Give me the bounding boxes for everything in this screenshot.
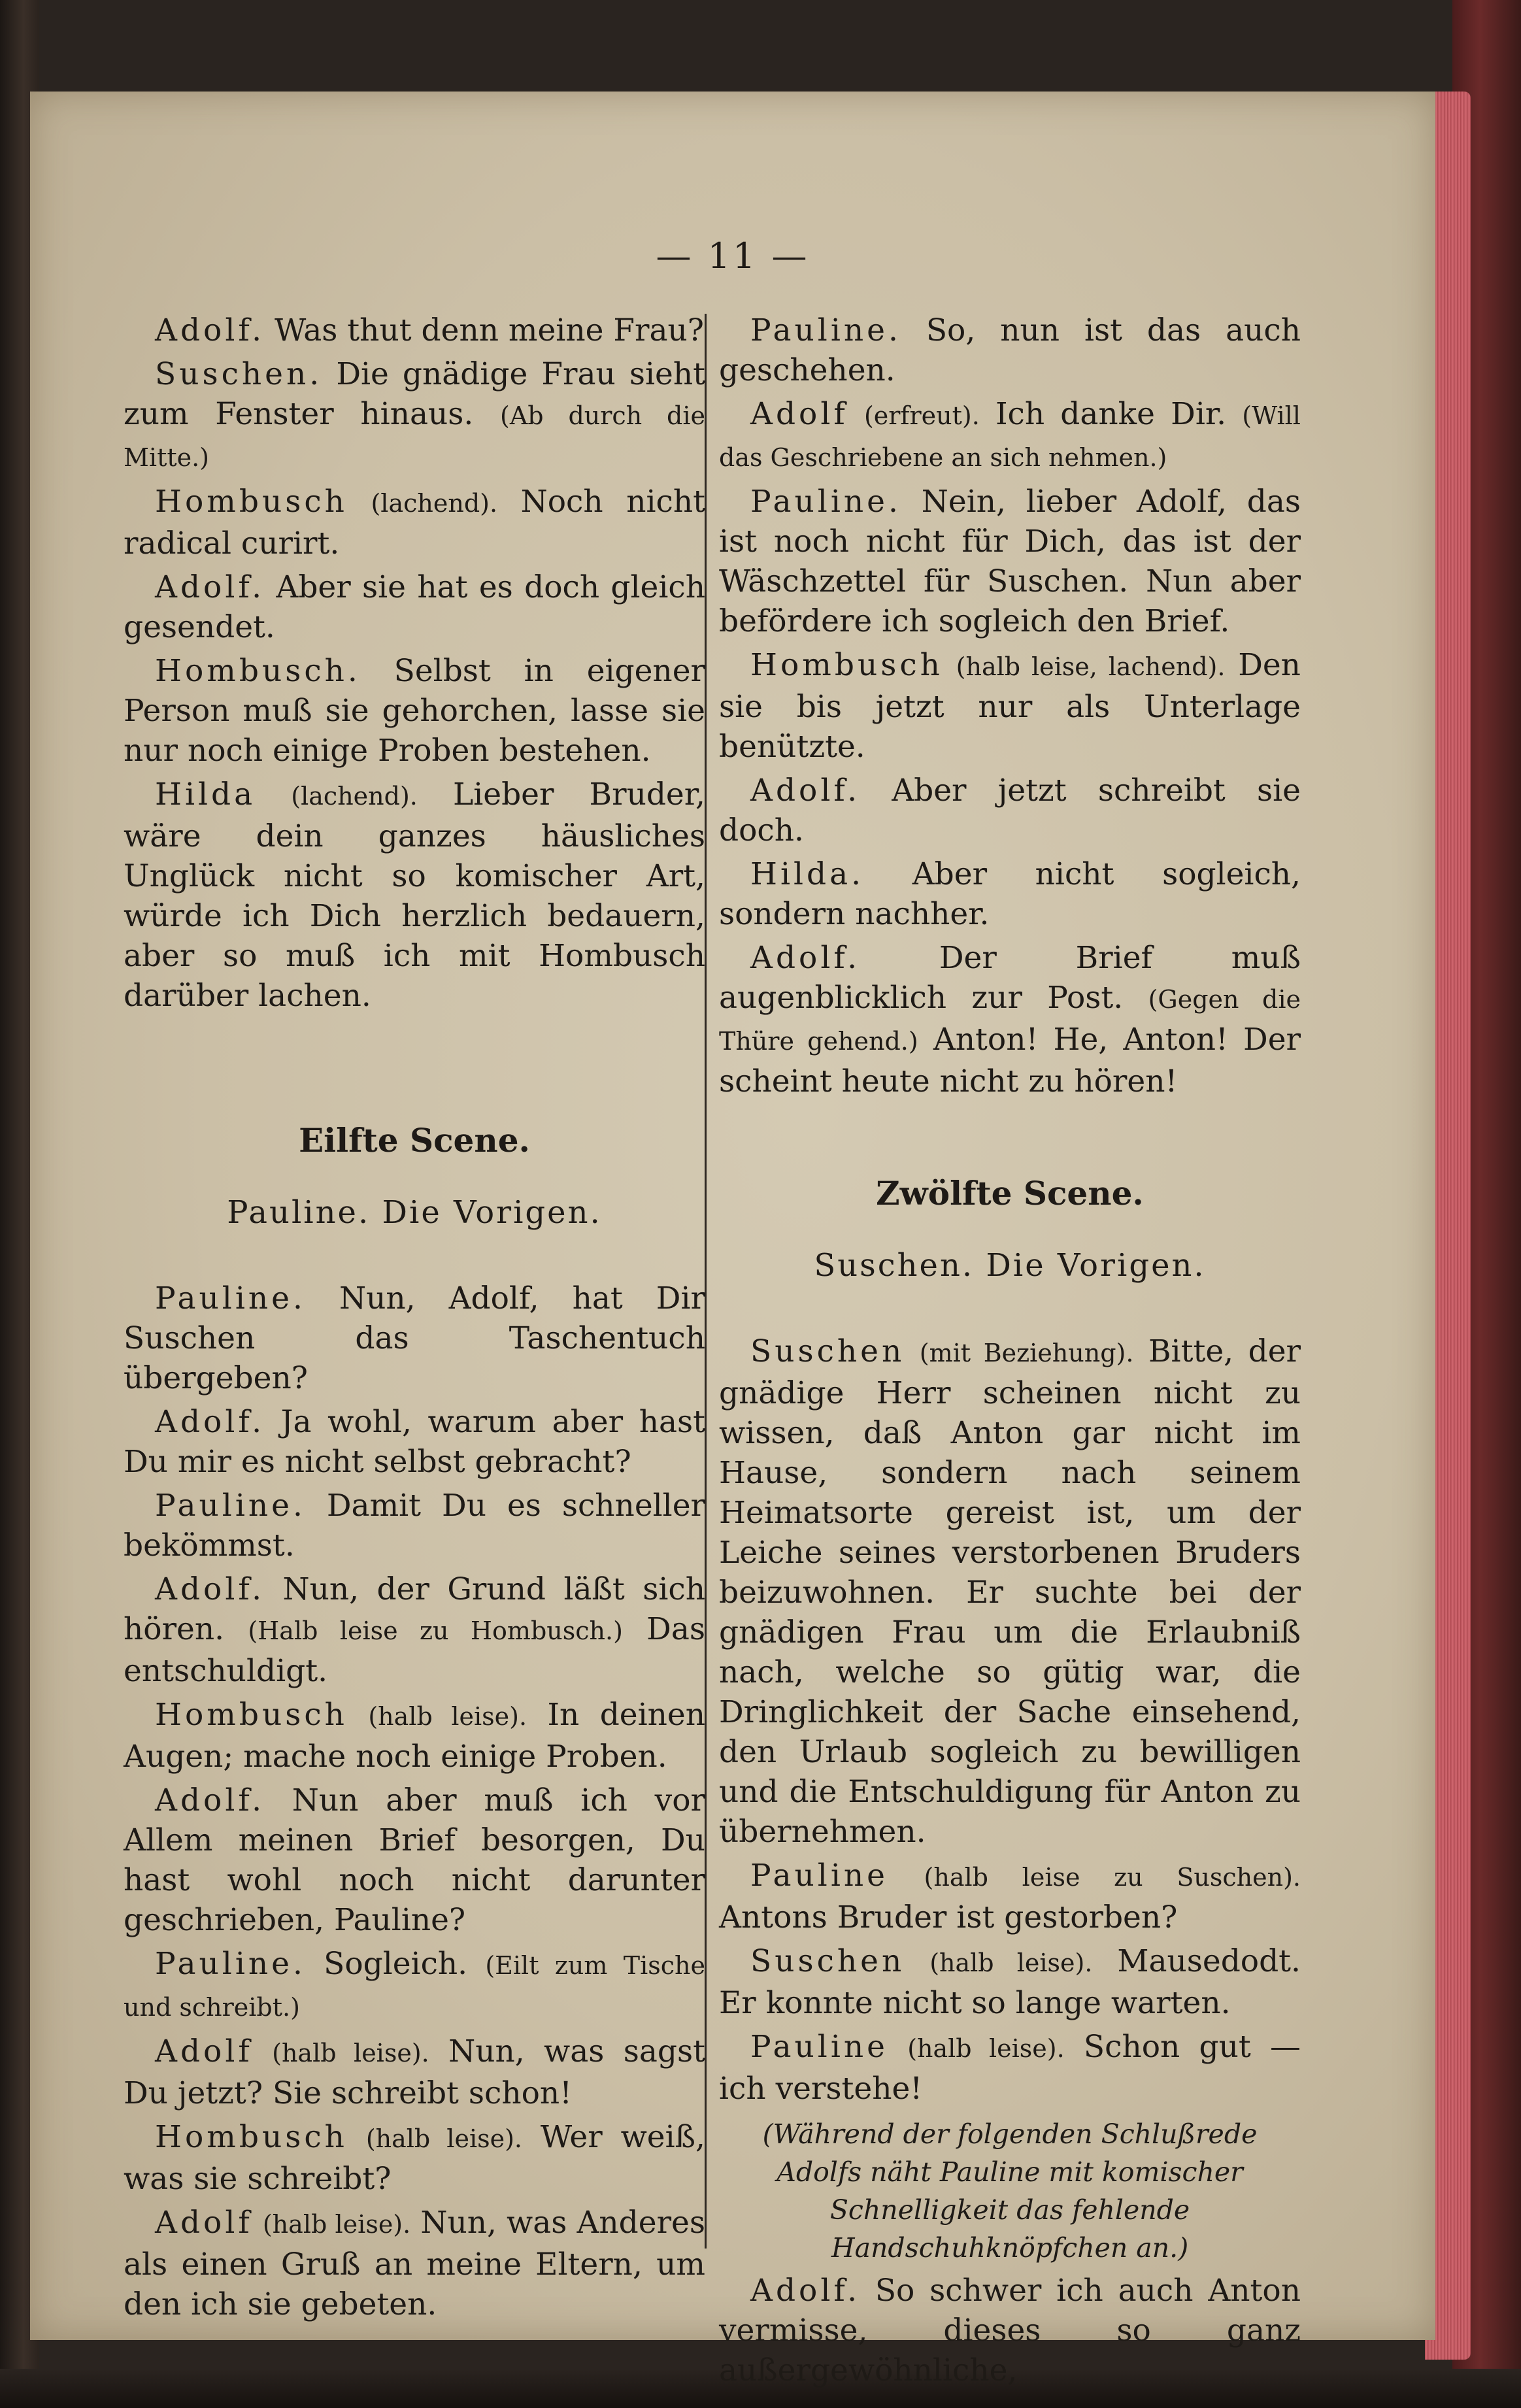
speaker-name: Pauline.	[750, 484, 901, 520]
dialogue-paragraph	[124, 482, 705, 563]
book-page	[30, 92, 1435, 2388]
dialogue-text: Das entschuldigt.	[124, 1611, 705, 1689]
dialogue-text: Die gnädige Frau sieht zum Fenster hinaus.	[124, 356, 705, 432]
dialogue-paragraph	[719, 2271, 1301, 2390]
dialogue-text: Aber sie hat es doch gleich gesendet.	[124, 569, 705, 645]
dialogue-text: Nun, was sagst Du jetzt? Sie schreibt schon!	[124, 2033, 705, 2111]
dialogue-paragraph	[719, 394, 1301, 478]
dialogue-paragraph	[124, 1279, 705, 1398]
stage-direction-inline: (halb leise).	[907, 2034, 1065, 2063]
stage-direction-inline: (halb leise).	[368, 1702, 527, 1731]
dialogue-text: Ich danke Dir.	[995, 396, 1227, 432]
stage-direction-inline: (mit Beziehung).	[919, 1339, 1134, 1367]
dialogue-paragraph	[719, 2027, 1301, 2109]
speaker-name: Adolf.	[750, 2273, 861, 2309]
speaker-name: Adolf.	[750, 940, 861, 976]
dialogue-text: Mausedodt. Er konnte nicht so lange warten.	[719, 1943, 1301, 2021]
stage-direction-inline: (Halb leise zu Hombusch.)	[248, 1616, 623, 1645]
speaker-name: Hilda.	[750, 856, 865, 892]
dialogue-text: Nun, was Anderes als einen Gruß an meine Eltern, um den ich sie gebeten.	[124, 2205, 705, 2322]
speaker-name: Adolf.	[155, 1404, 265, 1440]
speaker-name: Pauline	[750, 1858, 888, 1894]
dialogue-paragraph	[124, 310, 705, 350]
stage-direction: (Während der folgenden Schlußrede Adolfs näht Pauline mit komischer Schnelligkeit das fehlende Handschuhknöpfchen an.)	[762, 2118, 1258, 2264]
dialogue-text: Aber jetzt schreibt sie doch.	[719, 773, 1301, 848]
left-column	[124, 310, 705, 2328]
dialogue-text: Bitte, der gnädige Herr scheinen nicht zu wissen, daß Anton gar nicht im Hause, sondern nach seinem Heimatsorte gereist ist, um der Leiche seines verstorbenen Bruders beizuwohnen. Er suchte bei der gnädigen Frau um die Erlaubniß nach, welche so gütig war, die Dringlichkeit der Sache einsehend, den Urlaub sogleich zu bewilligen und die Entschuldigung für Anton zu übernehmen.	[719, 1333, 1301, 1850]
dialogue-paragraph	[124, 651, 705, 771]
stage-direction-inline: (halb leise).	[365, 2124, 522, 2153]
dialogue-paragraph	[124, 354, 705, 478]
stage-direction-inline: (halb leise, lachend).	[956, 652, 1226, 681]
dialogue-paragraph	[124, 2117, 705, 2199]
dialogue-paragraph	[124, 1486, 705, 1565]
speaker-name: Adolf	[155, 2205, 253, 2241]
stage-direction-inline: (halb leise zu Suschen).	[924, 1863, 1301, 1892]
stage-direction-inline: (Will das Geschriebene an sich nehmen.)	[719, 401, 1301, 472]
dialogue-text: So, nun ist das auch geschehen.	[719, 312, 1301, 388]
speaker-name: Suschen.	[155, 356, 323, 392]
dialogue-text: Damit Du es schneller bekömmst.	[124, 1488, 705, 1564]
dialogue-text: In deinen Augen; mache noch einige Proben.	[124, 1697, 705, 1775]
dialogue-paragraph	[719, 1856, 1301, 1937]
dialogue-text: Nun, der Grund läßt sich hören.	[124, 1571, 705, 1647]
dialogue-text: Schon gut — ich verstehe!	[719, 2029, 1301, 2107]
speaker-name: Hombusch	[155, 1697, 348, 1733]
dialogue-paragraph	[124, 1944, 705, 2028]
stage-direction-inline: (lachend).	[291, 782, 418, 811]
stage-direction-inline: (Gegen die Thüre gehend.)	[719, 985, 1301, 1056]
dialogue-text: Anton! He, Anton! Der scheint heute nicht zu hören!	[719, 1022, 1301, 1099]
speaker-name: Pauline.	[155, 1946, 306, 1982]
dialogue-paragraph	[124, 1569, 705, 1691]
dialogue-paragraph	[719, 938, 1301, 1101]
stage-direction-inline: (Eilt zum Tische und schreibt.)	[124, 1951, 705, 2022]
stage-direction-inline: (lachend).	[371, 489, 498, 518]
speaker-name: Pauline.	[155, 1280, 306, 1316]
speaker-name: Hilda	[155, 777, 256, 812]
dialogue-text: Nein, lieber Adolf, das ist noch nicht für Dich, das ist der Wäschzettel für Suschen. Nun aber befördere ich sogleich den Brief.	[719, 484, 1301, 639]
speaker-name: Hombusch	[155, 484, 348, 520]
dialogue-text: Sogleich.	[324, 1946, 468, 1982]
stage-direction-inline: (erfreut).	[863, 401, 980, 430]
speaker-name: Pauline.	[155, 1488, 306, 1524]
speaker-name: Pauline	[750, 2029, 888, 2065]
dialogue-text: Nun aber muß ich vor Allem meinen Brief besorgen, Du hast wohl noch nicht darunter geschrieben, Pauline?	[124, 1782, 705, 1938]
speaker-name: Hombusch	[750, 647, 943, 683]
scene-title: Zwölfte Scene.	[876, 1174, 1144, 1212]
dialogue-paragraph	[124, 2032, 705, 2113]
stage-direction-inline: (halb leise).	[262, 2210, 411, 2239]
dialogue-paragraph	[124, 775, 705, 1016]
stage-direction-inline: (halb leise).	[929, 1948, 1093, 1977]
dialogue-paragraph	[719, 645, 1301, 767]
dialogue-text: Noch nicht radical curirt.	[124, 484, 705, 561]
stage-direction-inline: (halb leise).	[272, 2039, 429, 2067]
dialogue-paragraph	[719, 482, 1301, 641]
right-column	[719, 310, 1301, 2394]
dialogue-paragraph	[719, 310, 1301, 390]
dialogue-text: Nun, Adolf, hat Dir Suschen das Taschentuch übergeben?	[124, 1280, 705, 1396]
dialogue-paragraph	[124, 1695, 705, 1777]
dialogue-text: So schwer ich auch Anton vermisse, dieses so ganz außergewöhnliche,	[719, 2273, 1301, 2388]
speaker-name: Adolf.	[750, 773, 861, 809]
dialogue-text: Antons Bruder ist gestorben?	[719, 1899, 1178, 1935]
page-number: — 11 —	[656, 235, 810, 276]
speaker-name: Hombusch.	[155, 653, 361, 689]
scene-cast: Suschen. Die Vorigen.	[814, 1247, 1206, 1284]
speaker-name: Adolf.	[155, 312, 265, 348]
speaker-name: Adolf.	[155, 1782, 265, 1818]
speaker-name: Adolf.	[155, 569, 265, 605]
dialogue-paragraph	[124, 1781, 705, 1940]
speaker-name: Suschen	[750, 1333, 905, 1369]
scene-title: Eilfte Scene.	[299, 1121, 530, 1160]
dialogue-paragraph	[719, 1331, 1301, 1852]
dialogue-text: Den sie bis jetzt nur als Unterlage benützte.	[719, 647, 1301, 765]
dialogue-text: Was thut denn meine Frau?	[274, 312, 704, 348]
dialogue-text: Ja wohl, warum aber hast Du mir es nicht selbst gebracht?	[124, 1404, 705, 1480]
dialogue-text: Wer weiß, was sie schreibt?	[124, 2119, 705, 2197]
dialogue-paragraph	[719, 771, 1301, 850]
dialogue-paragraph	[124, 1402, 705, 1482]
dialogue-text: Aber nicht sogleich, sondern nachher.	[719, 856, 1301, 932]
dialogue-paragraph	[124, 567, 705, 647]
dialogue-paragraph	[719, 854, 1301, 934]
dialogue-text: Lieber Bruder, wäre dein ganzes häusliches Unglück nicht so komischer Art, würde ich Dich herzlich bedauern, aber so muß ich mit Hombusch darüber lachen.	[124, 777, 705, 1014]
stage-direction-inline: (Ab durch die Mitte.)	[124, 401, 705, 472]
speaker-name: Pauline.	[750, 312, 901, 348]
dialogue-paragraph	[124, 2203, 705, 2324]
dialogue-paragraph	[719, 1941, 1301, 2023]
speaker-name: Suschen	[750, 1943, 905, 1979]
speaker-name: Adolf.	[155, 1571, 265, 1607]
speaker-name: Adolf	[750, 396, 848, 432]
dialogue-text: Selbst in eigener Person muß sie gehorchen, lasse sie nur noch einige Proben bestehen.	[124, 653, 705, 769]
dialogue-text: Der Brief muß augenblicklich zur Post.	[719, 940, 1301, 1016]
speaker-name: Hombusch	[155, 2119, 348, 2155]
scene-cast: Pauline. Die Vorigen.	[227, 1194, 602, 1231]
speaker-name: Adolf	[155, 2033, 253, 2069]
